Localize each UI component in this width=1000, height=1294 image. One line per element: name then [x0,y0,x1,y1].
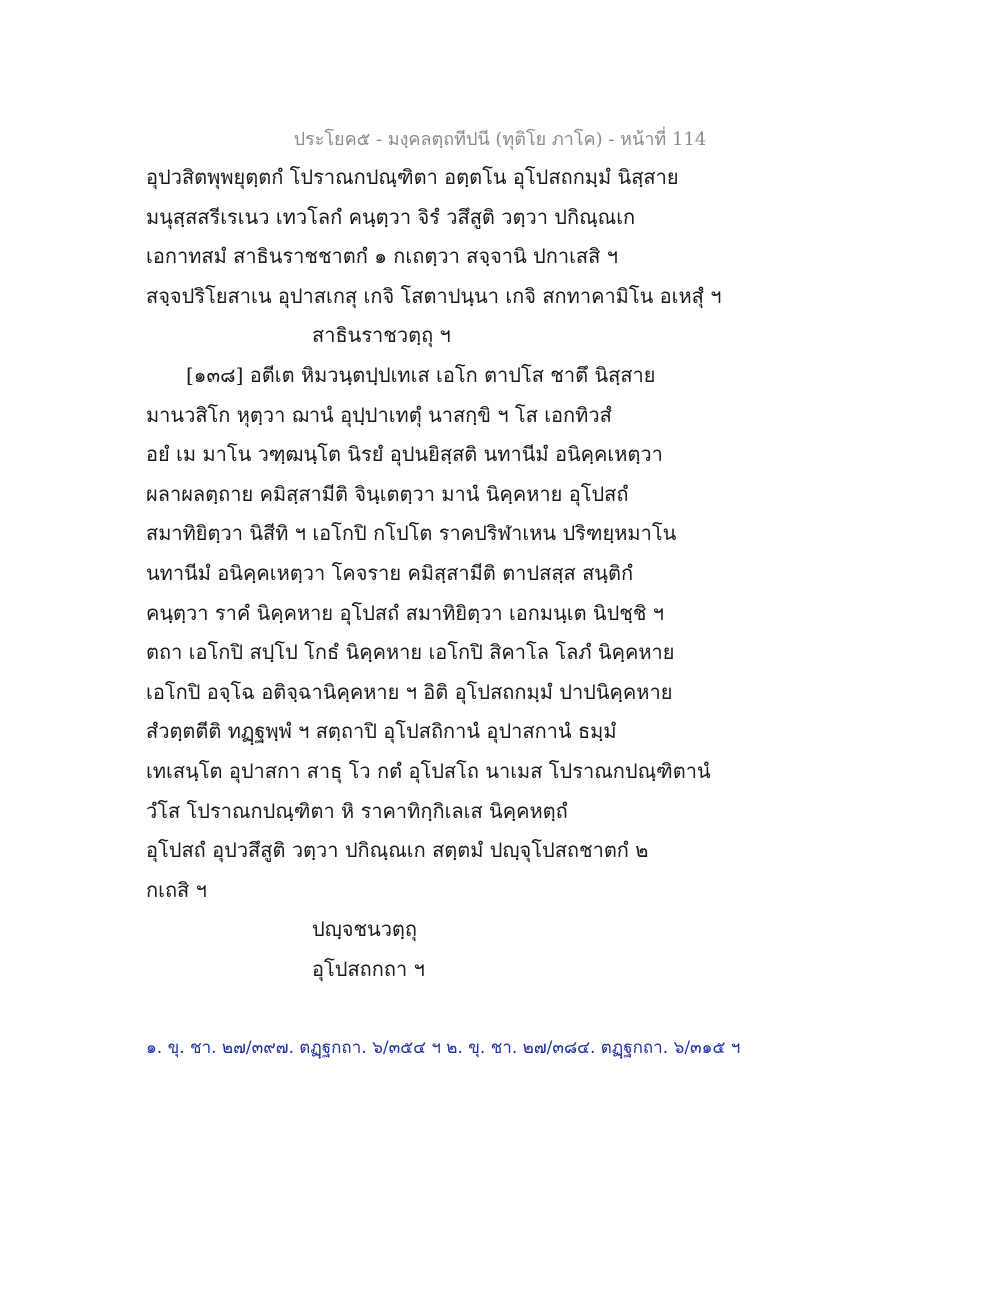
text-line: อุปวสิตพุพยุตฺตกํ โปราณกปณฺฑิตา อตฺตโน อุโปสถกมฺมํ นิสฺสาย [146,165,679,189]
text-line: สจฺจปริโยสาเน อุปาสเกสุ เกจิ โสตาปนฺนา เกจิ สกทาคามิโน อเหสุํ ฯ [146,283,722,308]
body-text [146,158,722,989]
text-line: เอกาทสมํ สาธินราชชาตกํ ๑ กเถตฺวา สจฺจานิ ปกาเสสิ ฯ [146,244,618,269]
page-header [0,124,1000,153]
text-line: เทเสนฺโต อุปาสกา สาธุ โว กตํ อุโปสโถ นาเมส โปราณกปณฺฑิตานํ [146,758,711,783]
text-line: อยํ เม มาโน วฑฺฒนฺโต นิรยํ อุปนยิสฺสติ นทานีมํ อนิคฺคเหตฺวา [146,442,663,467]
section-title: อุโปสถกถา ฯ [312,956,425,981]
text-line: นทานีมํ อนิคฺคเหตฺวา โคจราย คมิสฺสามีติ ตาปสสฺส สนฺติกํ [146,560,634,585]
section-title: สาธินราชวตฺถุ ฯ [312,323,451,348]
text-line: ผลาผลตฺถาย คมิสฺสามีติ จินฺเตตฺวา มานํ นิคฺคหาย อุโปสถํ [146,481,629,506]
page-header-text: ประโยค๕ - มงฺคลตฺถทีปนี (ทุติโย ภาโค) - หน้าที่ 114 [293,129,707,150]
paragraph-first-line: [๑๓๘] อตีเต หิมวนฺตปฺปเทเส เอโก ตาปโส ชาตึ นิสฺสาย [186,362,656,387]
footnote: ๑. ขุ. ชา. ๒๗/๓๙๗. ตฏฺฐกถา. ๖/๓๕๔ ฯ ๒. ขุ. ชา. ๒๗/๓๘๔. ตฏฺฐกถา. ๖/๓๑๕ ฯ [146,1038,741,1058]
text-line: อุโปสถํ อุปวสึสูติ วตฺวา ปกิณฺณเก สตฺตมํ ปญฺจุโปสถชาตกํ ๒ [146,838,649,863]
text-line: สํวตฺตตีติ ทฏฺฐพฺพํ ฯ สตฺถาปิ อุโปสถิกานํ อุปาสกานํ ธมฺมํ [146,719,617,744]
text-line: กเถสิ ฯ [146,877,207,902]
text-line: คนฺตฺวา ราคํ นิคฺคหาย อุโปสถํ สมาทิยิตฺวา เอกมนฺเต นิปชฺชิ ฯ [146,600,665,625]
section-title: ปญฺจชนวตฺถุ [312,917,418,942]
text-line: สมาทิยิตฺวา นิสีทิ ฯ เอโกปิ กโปโต ราคปริฬาเหน ปริฑยฺหมาโน [146,521,677,546]
text-line: มนุสฺสสรีเรเนว เทวโลกํ คนฺตฺวา จิรํ วสึสูติ วตฺวา ปกิณฺณเก [146,204,636,229]
text-line: ตถา เอโกปิ สปฺโป โกธํ นิคฺคหาย เอโกปิ สิคาโล โลภํ นิคฺคหาย [146,640,675,665]
text-line: เอโกปิ อจฺโฉ อติจฺฉานิคฺคหาย ฯ อิติ อุโปสถกมฺมํ ปาปนิคฺคหาย [146,679,673,704]
text-line: วํโส โปราณกปณฺฑิตา หิ ราคาทิกฺกิเลเส นิคฺคหตฺถํ [146,798,568,823]
text-line: มานวสิโก หุตฺวา ฌานํ อุปฺปาเทตุํ นาสกฺขิ ฯ โส เอกทิวสํ [146,402,612,427]
